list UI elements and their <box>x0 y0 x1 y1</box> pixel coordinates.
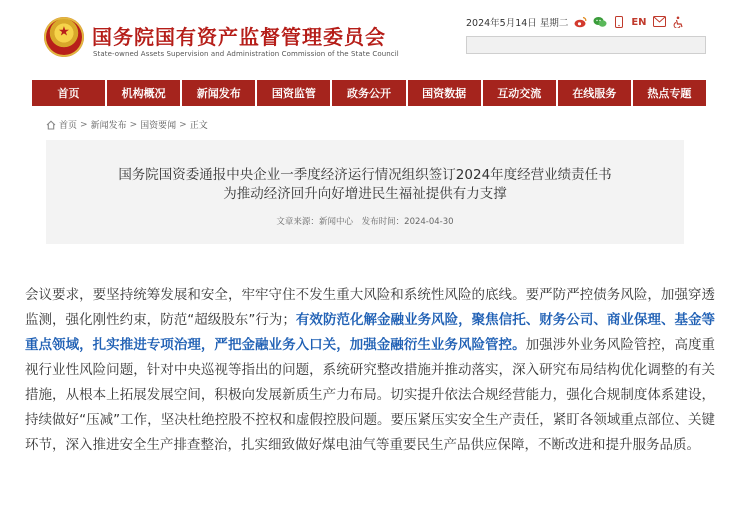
nav-item-organization[interactable]: 机构概况 <box>107 80 180 106</box>
wechat-icon[interactable] <box>593 16 606 28</box>
nav-item-interaction[interactable]: 互动交流 <box>483 80 556 106</box>
main-nav <box>32 80 706 106</box>
nav-item-data[interactable]: 国资数据 <box>408 80 481 106</box>
weibo-icon[interactable] <box>574 16 587 28</box>
nav-item-supervision[interactable]: 国资监管 <box>257 80 330 106</box>
search-input[interactable] <box>466 36 706 54</box>
date-label: 发布时间：2024-04-30 <box>361 217 454 227</box>
utility-bar <box>466 14 685 30</box>
nav-item-news[interactable]: 新闻发布 <box>182 80 255 106</box>
body-highlight: 有效防范化解金融业务风险，聚焦信托、财务公司、商业保理、基金等重点领域，扎实推进专项治理，严把金融业务入口关，加强金融衍生业务风险管控。 <box>25 312 715 353</box>
breadcrumb-news[interactable]: 新闻发布 <box>90 121 127 131</box>
breadcrumb-home[interactable]: 首页 <box>59 121 78 131</box>
accessibility-icon[interactable] <box>672 16 685 28</box>
article-header <box>46 140 684 244</box>
article-title-line2: 为推动经济回升向好增进民生福祉提供有力支撑 <box>223 186 507 202</box>
breadcrumb-separator: > <box>80 119 88 130</box>
article-body <box>25 283 715 458</box>
mail-icon[interactable] <box>653 16 666 28</box>
nav-item-online-service[interactable]: 在线服务 <box>558 80 631 106</box>
nav-item-topics[interactable]: 热点专题 <box>633 80 706 106</box>
site-header <box>0 0 730 80</box>
body-text: 会议要求，要坚持统筹发展和安全，牢牢守住不发生重大风险和系统性风险的底线。要严防严控债务风险，加强穿透监测，强化刚性约束，防范“超级股东”行为； <box>25 287 715 328</box>
english-link[interactable]: EN <box>631 16 647 28</box>
breadcrumb-separator: > <box>179 119 187 130</box>
article-title <box>46 166 684 204</box>
breadcrumb <box>46 118 208 131</box>
home-icon <box>46 120 56 130</box>
mobile-icon[interactable] <box>612 16 625 28</box>
source-label: 文章来源：新闻中心 <box>276 217 353 227</box>
site-subtitle: State-owned Assets Supervision and Administration Commission of the State Council <box>93 50 399 58</box>
breadcrumb-separator: > <box>129 119 138 130</box>
body-text: 加强涉外业务风险管控，高度重视行业性风险问题，针对中央巡视等指出的问题，系统研究整改措施并推动落实，深入研究布局结构优化调整的有关措施，从根本上拓展发展空间，积极向发展新质生产力布局。切实提升依法合规经营能力，强化合规制度体系建设，持续做好“压减”工作，坚决杜绝控股不控权和虚假控股问题。要压紧压实安全生产责任，紧盯各领域重点部位、关键环节，深入推进安全生产排查整治，扎实细致做好煤电油气等重要民生产品供应保障，不断改进和提升服务品质。 <box>25 337 715 453</box>
current-date: 2024年5月14日 星期二 <box>466 18 569 29</box>
breadcrumb-current: 正文 <box>189 121 208 131</box>
nav-item-home[interactable]: 首页 <box>32 80 105 106</box>
national-emblem-icon[interactable]: ★ <box>44 17 84 57</box>
nav-item-public-affairs[interactable]: 政务公开 <box>332 80 405 106</box>
article-meta <box>46 215 684 227</box>
breadcrumb-headlines[interactable]: 国资要闻 <box>140 121 177 131</box>
site-title[interactable]: 国务院国有资产监督管理委员会 <box>92 25 386 49</box>
article-title-line1: 国务院国资委通报中央企业一季度经济运行情况组织签订2024年度经营业绩责任书 <box>118 167 612 183</box>
